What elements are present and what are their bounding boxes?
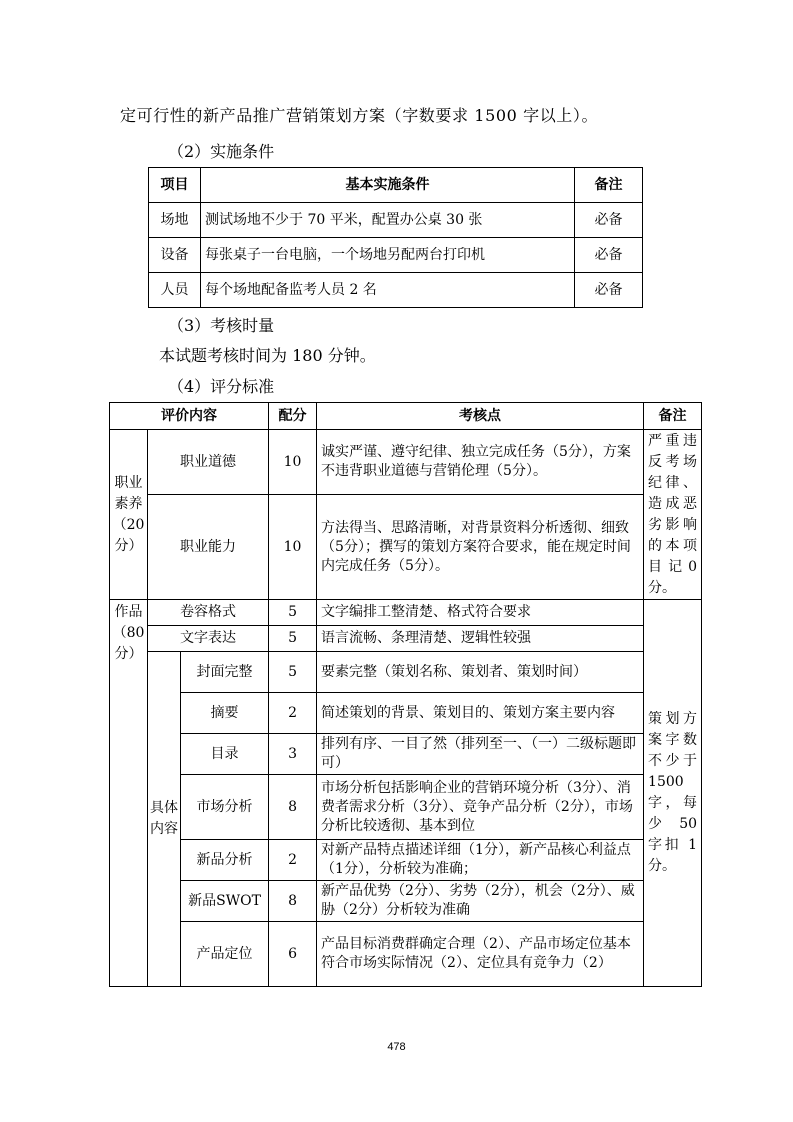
table-row (149, 273, 643, 308)
table-row (149, 238, 643, 273)
cell-item: 卷容格式 (148, 600, 269, 626)
table-row (149, 203, 643, 238)
table-row (110, 626, 702, 652)
cell-item: 市场分析 (181, 775, 269, 840)
table-row (110, 881, 702, 922)
cell-score: 10 (269, 430, 317, 495)
cell-item: 设备 (149, 238, 201, 273)
cell-score: 10 (269, 495, 317, 600)
intro-line: 定可行性的新产品推广营销策划方案（字数要求 1500 字以上）。 (120, 106, 599, 125)
cell-item: 封面完整 (181, 652, 269, 693)
cell-points: 方法得当、思路清晰，对背景资料分析透彻、细致（5分）；撰写的策划方案符合要求，能在规定时间内完成任务（5分）。 (317, 495, 644, 600)
cell-item: 摘要 (181, 693, 269, 734)
group-label-works: 作品（80分） (110, 600, 148, 987)
section3-text: 本试题考核时间为 180 分钟。 (159, 346, 376, 365)
cell-condition: 测试场地不少于 70 平米，配置办公桌 30 张 (201, 203, 575, 238)
section4-heading: （4）评分标准 (168, 377, 275, 396)
table-header-row (110, 403, 702, 430)
cell-item: 文字表达 (148, 626, 269, 652)
group-note-works: 策划方案字数不少于1500字，每少 50 字扣 1 分。 (644, 600, 702, 987)
header-content: 评价内容 (110, 403, 269, 430)
cell-points: 要素完整（策划名称、策划者、策划时间） (317, 652, 644, 693)
cell-condition: 每张桌子一台电脑，一个场地另配两台打印机 (201, 238, 575, 273)
table-row (110, 693, 702, 734)
header-item: 项目 (149, 168, 201, 203)
cell-item: 职业道德 (148, 430, 269, 495)
table-row (110, 652, 702, 693)
group-label-professional: 职业素养（20分） (110, 430, 148, 600)
cell-points: 诚实严谨、遵守纪律、独立完成任务（5分），方案不违背职业道德与营销伦理（5分）。 (317, 430, 644, 495)
cell-note: 必备 (575, 273, 643, 308)
table-row (110, 495, 702, 600)
cell-item: 产品定位 (181, 922, 269, 987)
cell-score: 6 (269, 922, 317, 987)
header-note: 备注 (644, 403, 702, 430)
cell-score: 5 (269, 626, 317, 652)
cell-points: 语言流畅、条理清楚、逻辑性较强 (317, 626, 644, 652)
cell-condition: 每个场地配备监考人员 2 名 (201, 273, 575, 308)
table-row (110, 734, 702, 775)
cell-item: 新品SWOT (181, 881, 269, 922)
cell-score: 8 (269, 775, 317, 840)
scoring-table (109, 402, 702, 987)
table-row (110, 600, 702, 626)
cell-points: 新产品优势（2分）、劣势（2分），机会（2分）、威胁（2分）分析较为准确 (317, 881, 644, 922)
table-row (110, 840, 702, 881)
table-row (110, 922, 702, 987)
cell-note: 必备 (575, 203, 643, 238)
cell-item: 场地 (149, 203, 201, 238)
cell-item: 目录 (181, 734, 269, 775)
cell-score: 8 (269, 881, 317, 922)
cell-points: 文字编排工整清楚、格式符合要求 (317, 600, 644, 626)
table-row (110, 775, 702, 840)
sub-label-content: 具体内容 (148, 652, 181, 987)
cell-item: 人员 (149, 273, 201, 308)
header-note: 备注 (575, 168, 643, 203)
section3-heading: （3）考核时量 (168, 316, 275, 335)
header-condition: 基本实施条件 (201, 168, 575, 203)
cell-note: 必备 (575, 238, 643, 273)
cell-item: 职业能力 (148, 495, 269, 600)
cell-points: 产品目标消费群确定合理（2）、产品市场定位基本符合市场实际情况（2）、定位具有竞争力（2） (317, 922, 644, 987)
cell-item: 新品分析 (181, 840, 269, 881)
header-points: 考核点 (317, 403, 644, 430)
header-score: 配分 (269, 403, 317, 430)
page-number: 478 (387, 1041, 406, 1053)
table-header-row (149, 168, 643, 203)
cell-points: 对新产品特点描述详细（1分），新产品核心利益点（1分），分析较为准确； (317, 840, 644, 881)
table-row (110, 430, 702, 495)
conditions-table (148, 167, 643, 308)
cell-score: 3 (269, 734, 317, 775)
cell-score: 2 (269, 840, 317, 881)
cell-points: 简述策划的背景、策划目的、策划方案主要内容 (317, 693, 644, 734)
group-note-professional: 严重违反考场纪律、造成恶劣影响的本项目记0分。 (644, 430, 702, 600)
section2-heading: （2）实施条件 (168, 142, 275, 161)
cell-score: 5 (269, 600, 317, 626)
cell-points: 市场分析包括影响企业的营销环境分析（3分）、消费者需求分析（3分）、竞争产品分析（2分），市场分析比较透彻、基本到位 (317, 775, 644, 840)
cell-score: 5 (269, 652, 317, 693)
cell-points: 排列有序、一目了然（排列至一、（一）二级标题即可） (317, 734, 644, 775)
cell-score: 2 (269, 693, 317, 734)
